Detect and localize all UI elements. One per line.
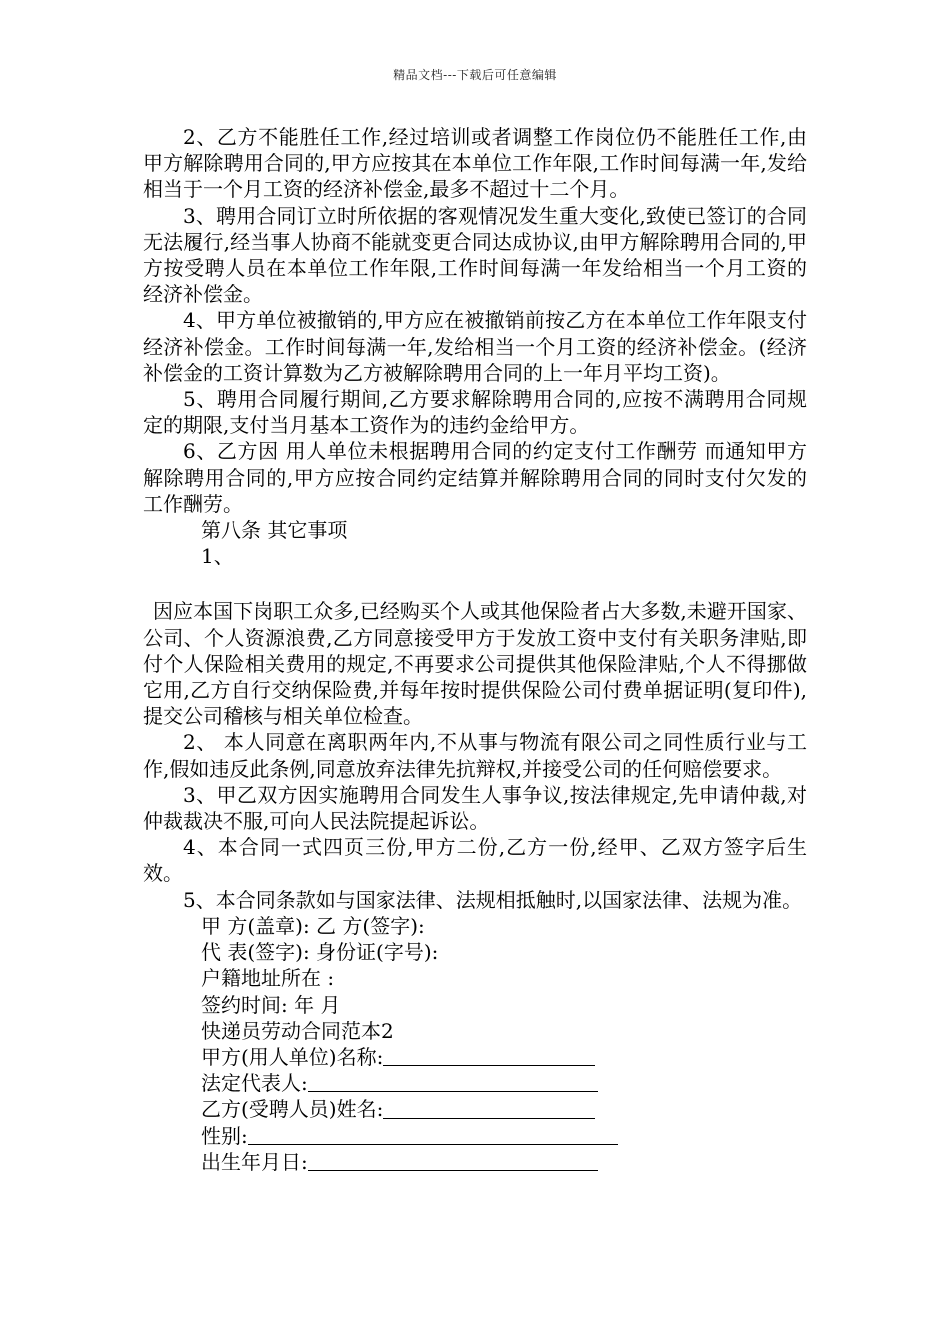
- employer-name-label: 甲方(用人单位)名称:: [201, 1044, 384, 1069]
- employee-name-field: [143, 1096, 807, 1122]
- clause-3: 3、聘用合同订立时所依据的客观情况发生重大变化,致使已签订的合同无法履行,经当事人协商不能就变更合同达成协议,由甲方解除聘用合同的,甲方按受聘人员在本单位工作年限,工作时间每满一年发给相当一个月工资的经济补偿金。: [143, 203, 807, 307]
- document-body: [143, 124, 807, 1175]
- page-header-watermark: 精品文档---下载后可任意编辑: [393, 68, 557, 82]
- clause-5: 5、聘用合同履行期间,乙方要求解除聘用合同的,应按不满聘用合同规定的期限,支付当月基本工资作为的违约金给甲方。: [143, 387, 807, 438]
- legal-representative-label: 法定代表人:: [201, 1071, 308, 1096]
- gender-field: [143, 1123, 807, 1149]
- article-8-item-5: 5、本合同条款如与国家法律、法规相抵触时,以国家法律、法规为准。: [183, 887, 803, 912]
- legal-representative-blank: [308, 1073, 598, 1092]
- legal-representative-field: [143, 1070, 807, 1096]
- signature-party-line: 甲 方(盖章): 乙 方(签字):: [201, 913, 425, 938]
- clause-6: 6、乙方因 用人单位未根据聘用合同的约定支付工作酬劳 而通知甲方解除聘用合同的,甲方应按合同约定结算并解除聘用合同的同时支付欠发的工作酬劳。: [143, 439, 807, 516]
- employer-name-blank: [383, 1047, 595, 1066]
- signature-address-line: 户籍地址所在 :: [201, 966, 335, 991]
- article-8-item-3: 3、甲乙双方因实施聘用合同发生人事争议,按法律规定,先申请仲裁,对仲裁裁决不服,可向人民法院提起诉讼。: [143, 782, 807, 834]
- gender-blank: [248, 1126, 618, 1145]
- birth-date-blank: [308, 1152, 598, 1171]
- article-8-title: 第八条 其它事项: [201, 518, 348, 543]
- template-2-title: 快递员劳动合同范本2: [201, 1018, 394, 1043]
- birth-date-field: [143, 1149, 807, 1175]
- gender-label: 性别:: [201, 1123, 248, 1148]
- signature-representative-line: 代 表(签字): 身份证(字号):: [201, 940, 439, 965]
- article-8-item-1-number: 1、: [201, 544, 234, 569]
- employee-name-blank: [383, 1100, 595, 1119]
- article-8-item-4: 4、本合同一式四页三份,甲方二份,乙方一份,经甲、乙双方签字后生效。: [143, 835, 807, 886]
- clause-4: 4、甲方单位被撤销的,甲方应在被撤销前按乙方在本单位工作年限支付经济补偿金。工作时间每满一年,发给相当一个月工资的经济补偿金。(经济补偿金的工资计算数为乙方被解除聘用合同的上一年月平均工资)。: [143, 308, 807, 385]
- employee-name-label: 乙方(受聘人员)姓名:: [201, 1097, 384, 1122]
- article-8-item-1-text: 因应本国下岗职工众多,已经购买个人或其他保险者占大多数,未避开国家、公司、个人资源浪费,乙方同意接受甲方于发放工资中支付有关职务津贴,即付个人保险相关费用的规定,不再要求公司提供其他保险津贴,个人不得挪做它用,乙方自行交纳保险费,并每年按时提供保险公司付费单据证明(复印件),提交公司稽核与相关单位检查。: [143, 599, 807, 729]
- birth-date-label: 出生年月日:: [201, 1149, 308, 1174]
- employer-name-field: [143, 1044, 807, 1070]
- signature-date-line: 签约时间: 年 月: [201, 992, 341, 1017]
- clause-2: 2、乙方不能胜任工作,经过培训或者调整工作岗位仍不能胜任工作,由甲方解除聘用合同的,甲方应按其在本单位工作年限,工作时间每满一年,发给相当于一个月工资的经济补偿金,最多不超过十二个月。: [143, 125, 807, 202]
- article-8-item-2: 2、 本人同意在离职两年内,不从事与物流有限公司之同性质行业与工作,假如违反此条例,同意放弃法律先抗辩权,并接受公司的任何赔偿要求。: [143, 730, 807, 781]
